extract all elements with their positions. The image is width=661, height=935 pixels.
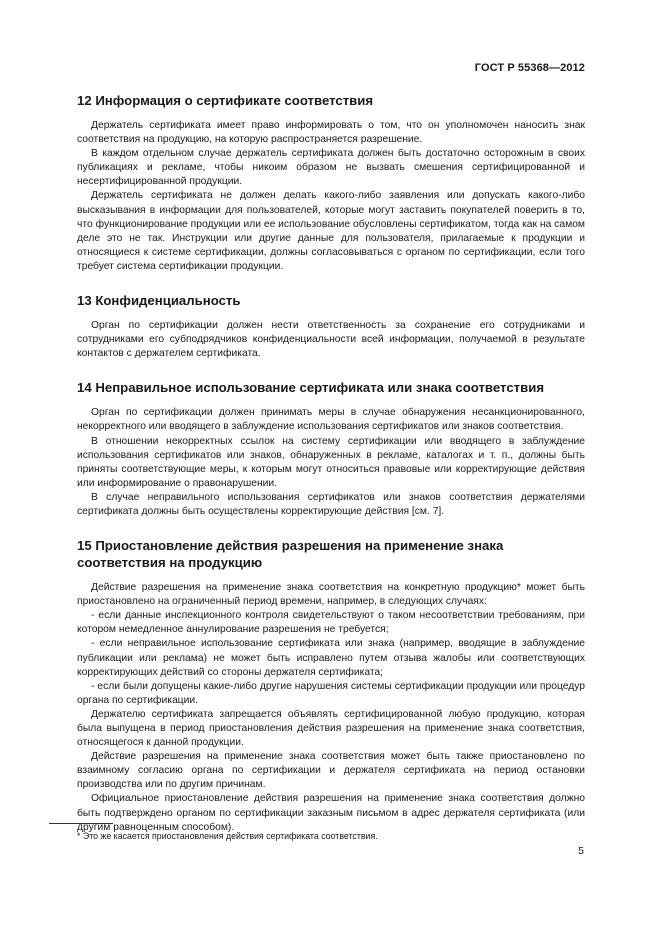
paragraph: Действие разрешения на применение знака соответствия может быть также приостановлено по взаимному согласию органа по сертификации и держателя сертификата на период остановки производства или по другим причинам.	[77, 751, 585, 791]
footnote: * Это же касается приостановления действия сертификата соответствия.	[77, 831, 378, 841]
section-14	[77, 379, 585, 519]
paragraph: Держатель сертификата имеет право информировать о том, что он уполномочен наносить знак соответствия на продукцию, на которую распространяется разрешение.	[77, 120, 585, 146]
paragraph: Орган по сертификации должен принимать меры в случае обнаружения несанкционированного, некорректного или вводящего в заблуждение использования сертификатов или знаков соответствия.	[77, 407, 585, 433]
paragraph: Официальное приостановление действия разрешения на применение знака соответствия должно быть подтверждено органом по сертификации заказным письмом в адрес держателя сертификата (или другим равноценным способом).	[77, 793, 585, 833]
paragraph: В случае неправильного использования сертификатов или знаков соответствия держателями сертификата должны быть осуществлены корректирующие действия [см. 7].	[77, 491, 585, 517]
paragraph: Орган по сертификации должен нести ответственность за сохранение его сотрудниками и сотрудниками его субподрядчиков конфиденциальности всей информации, получаемой в результате контактов с держателем сертификата.	[77, 320, 585, 360]
footnote-divider	[49, 823, 113, 824]
paragraph: Держатель сертификата не должен делать какого-либо заявления или допускать какого-либо высказывания в информации для пользователей, которые могут заставить покупателей поверить в то, что функционирование продукции или ее использование обусловлены сертификатом, тогда как на самом деле это не так. Инструкции или другие данные для пользователя, прилагаемые к продукции и относящиеся к системе сертификации, должны согласовываться с органом по сертификации, если того требует система сертификации продукции.	[77, 190, 585, 272]
paragraph: Действие разрешения на применение знака соответствия на конкретную продукцию* может быть приостановлено на ограниченный период времени, например, в следующих случаях:	[77, 582, 585, 608]
section-title: 12 Информация о сертификате соответствия	[77, 93, 374, 108]
section-title: 14 Неправильное использование сертификата или знака соответствия	[77, 380, 545, 396]
standard-header: ГОСТ Р 55368—2012	[474, 62, 585, 74]
list-item: - если неправильное использование сертификата или знака (например, вводящие в заблуждение публикации или реклама) не может быть исправлено путем отзыва жалобы или соответствующих корректирующих действий со стороны держателя сертификата;	[77, 638, 585, 678]
section-15	[77, 537, 585, 835]
list-item: - если данные инспекционного контроля свидетельствуют о таком несоответствии требованиям, при котором немедленное аннулирование разрешения не требуется;	[77, 610, 585, 636]
section-12	[77, 92, 585, 274]
document-body	[77, 92, 585, 853]
section-13	[77, 292, 585, 361]
page-number: 5	[578, 845, 584, 857]
paragraph: Держателю сертификата запрещается объявлять сертифицированной любую продукцию, которая была выпущена в период приостановления действия разрешения на применение знака соответствия, относящегося к данной продукции.	[77, 708, 585, 749]
paragraph: В отношении некорректных ссылок на систему сертификации или вводящего в заблуждение использования сертификатов или знаков, обнаруженных в рекламе, каталогах и т. п., должны быть приняты соответствующие меры, к которым могут относиться правовые или корректирующие действия или информирование о правонарушении.	[77, 435, 585, 489]
paragraph: В каждом отдельном случае держатель сертификата должен быть достаточно осторожным в своих публикациях и рекламе, чтобы никоим образом не вызвать смешения сертифицированной и несертифицированной продукции.	[77, 148, 585, 188]
section-title: 13 Конфиденциальность	[77, 293, 241, 309]
list-item: - если были допущены какие-либо другие нарушения системы сертификации продукции или процедур органа по сертификации.	[77, 680, 585, 706]
section-title: 15 Приостановление действия разрешения на применение знака соответствия на продукцию	[77, 538, 504, 571]
